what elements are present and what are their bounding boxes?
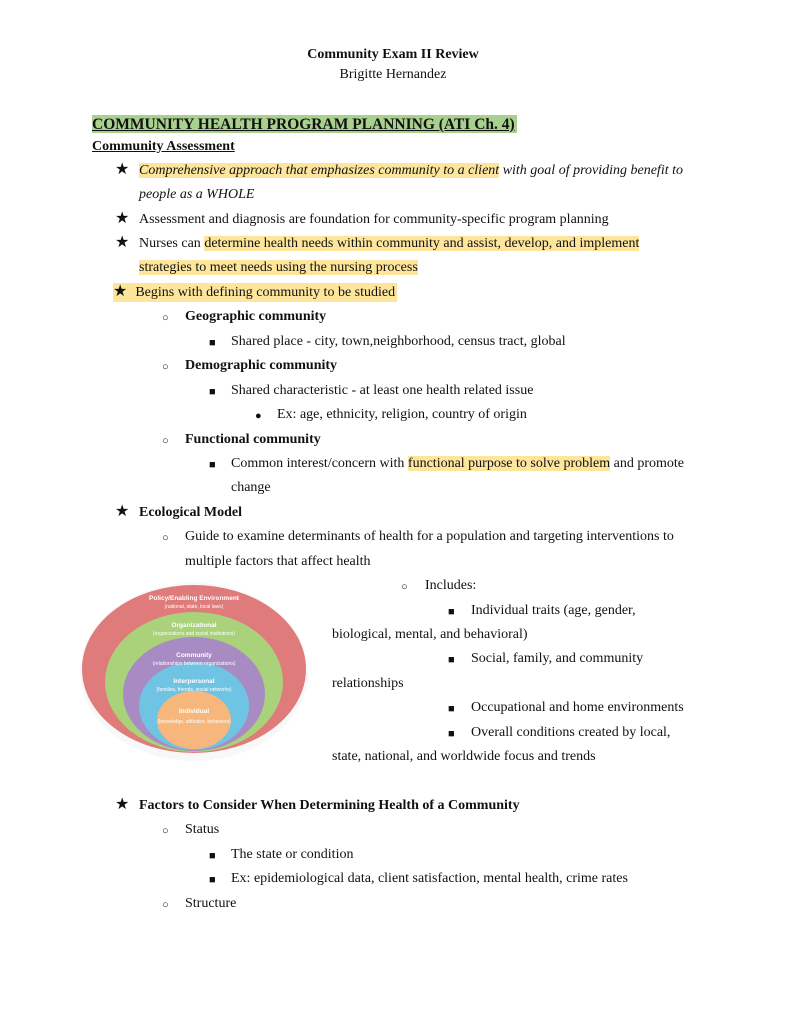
dot-bullet-icon: ● <box>255 410 262 422</box>
includes-label: Includes: <box>425 578 477 593</box>
star-bullet-icon: ★ <box>115 234 130 251</box>
bullet-text: Begins with defining community to be studied <box>135 285 396 300</box>
status-example: Ex: epidemiological data, client satisfaction, mental health, crime rates <box>231 871 628 886</box>
circle-bullet-icon: ○ <box>401 581 408 593</box>
includes-individual-line2: biological, mental, and behavioral) <box>332 627 528 642</box>
ring-interpersonal-note: (families, friends, social networks) <box>156 687 232 693</box>
factors-heading: Factors to Consider When Determining Health of a Community <box>139 798 520 813</box>
bullet-text: with goal of providing benefit to <box>499 163 683 178</box>
circle-bullet-icon: ○ <box>162 361 169 373</box>
star-bullet-icon: ★ <box>113 283 128 300</box>
bullet-comprehensive <box>139 162 683 180</box>
highlighted-text: strategies to meet needs using the nursing process <box>139 260 418 275</box>
demographic-example: Ex: age, ethnicity, religion, country of origin <box>277 407 527 422</box>
highlighted-text: determine health needs within community and assist, develop, and implement <box>204 236 640 251</box>
square-bullet-icon: ■ <box>448 606 455 618</box>
section-subheading: Community Assessment <box>92 139 235 154</box>
ring-organizational-note: (organizations and social institutions) <box>153 631 235 637</box>
includes-overall-line2: state, national, and worldwide focus and trends <box>332 749 596 764</box>
document-title: Community Exam II Review <box>307 47 479 62</box>
square-bullet-icon: ■ <box>209 850 216 862</box>
includes-occupational: Occupational and home environments <box>471 700 684 715</box>
bullet-text: Nurses can <box>139 236 205 251</box>
circle-bullet-icon: ○ <box>162 435 169 447</box>
demographic-detail: Shared characteristic - at least one health related issue <box>231 383 534 398</box>
ring-policy-title: Policy/Enabling Environment <box>149 595 239 602</box>
star-bullet-icon: ★ <box>115 210 130 227</box>
structure-item: Structure <box>185 896 237 911</box>
circle-bullet-icon: ○ <box>162 825 169 837</box>
bullet-nurses-line2 <box>139 259 418 277</box>
bullet-comprehensive-line2: people as a WHOLE <box>139 187 255 202</box>
demographic-community: Demographic community <box>185 358 338 373</box>
star-bullet-icon: ★ <box>115 796 130 813</box>
includes-overall: Overall conditions created by local, <box>471 725 671 740</box>
star-bullet-icon: ★ <box>115 161 130 178</box>
geographic-community: Geographic community <box>185 309 327 324</box>
square-bullet-icon: ■ <box>448 654 455 666</box>
circle-bullet-icon: ○ <box>162 899 169 911</box>
square-bullet-icon: ■ <box>209 874 216 886</box>
functional-detail-line2: change <box>231 480 271 495</box>
ecological-model-diagram <box>78 583 318 773</box>
bullet-begins <box>113 283 397 302</box>
square-bullet-icon: ■ <box>209 459 216 471</box>
geographic-detail: Shared place - city, town,neighborhood, census tract, global <box>231 334 566 349</box>
circle-bullet-icon: ○ <box>162 532 169 544</box>
bullet-assessment: Assessment and diagnosis are foundation for community-specific program planning <box>139 212 609 227</box>
includes-individual: Individual traits (age, gender, <box>471 603 636 618</box>
ecological-guide: Guide to examine determinants of health for a population and targeting interventions to <box>185 529 674 544</box>
section-heading <box>92 116 517 135</box>
square-bullet-icon: ■ <box>209 386 216 398</box>
bullet-nurses <box>139 235 639 253</box>
circle-bullet-icon: ○ <box>162 312 169 324</box>
square-bullet-icon: ■ <box>448 703 455 715</box>
ring-organizational-title: Organizational <box>171 622 217 629</box>
status-detail: The state or condition <box>231 847 354 862</box>
highlighted-text: Comprehensive approach that emphasizes community to a client <box>139 163 500 178</box>
square-bullet-icon: ■ <box>209 337 216 349</box>
section-heading-text: COMMUNITY HEALTH PROGRAM PLANNING (ATI Ch. 4) <box>92 116 515 133</box>
square-bullet-icon: ■ <box>448 728 455 740</box>
highlighted-text: functional purpose to solve problem <box>407 456 611 471</box>
bullet-text: and promote <box>610 456 684 471</box>
includes-social: Social, family, and community <box>471 651 644 666</box>
document-author: Brigitte Hernandez <box>339 67 447 82</box>
ring-policy-note: (national, state, local laws) <box>164 604 224 610</box>
ecological-model: Ecological Model <box>139 505 243 520</box>
functional-detail <box>231 455 684 473</box>
ring-interpersonal-title: Interpersonal <box>173 678 215 685</box>
ring-individual-title: Individual <box>178 708 210 715</box>
ring-community-note: (relationships between organizations) <box>152 661 236 667</box>
bullet-text: Common interest/concern with <box>231 456 408 471</box>
ring-community-title: Community <box>176 652 212 659</box>
ecological-guide-line2: multiple factors that affect health <box>185 554 371 569</box>
ring-individual-note: (knowledge, attitudes, behaviors) <box>157 719 231 725</box>
star-bullet-icon: ★ <box>115 503 130 520</box>
functional-community: Functional community <box>185 432 321 447</box>
status-item: Status <box>185 822 220 837</box>
includes-social-line2: relationships <box>332 676 404 691</box>
